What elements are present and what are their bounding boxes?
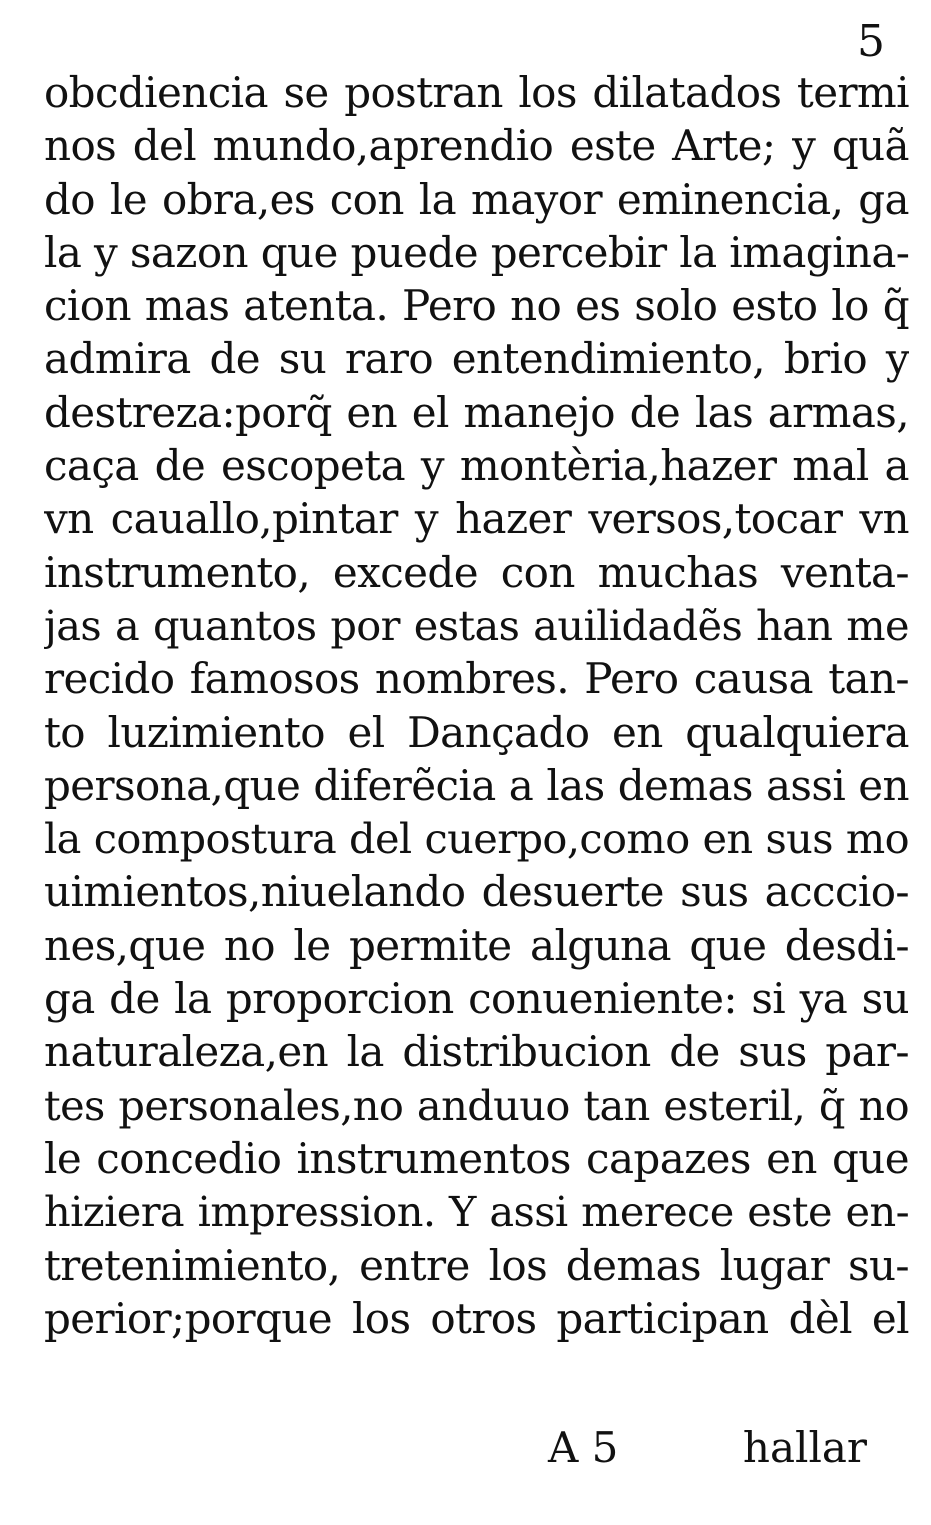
text-line-1: obcdiencia se postran los dilatados termi xyxy=(44,68,909,117)
signature-mark: A 5 xyxy=(548,1423,619,1472)
text-line-9: vn cauallo,pintar y hazer versos,tocar vn xyxy=(44,494,909,544)
text-line-19: naturaleza,en la distribucion de sus par- xyxy=(44,1027,909,1077)
text-line-4: la y sazon que puede percebir la imagina- xyxy=(44,227,909,277)
text-line-21: le concedio instrumentos capazes en que xyxy=(44,1133,909,1183)
text-line-11: jas a quantos por estas auilidadẽs han me xyxy=(44,600,909,650)
text-line-18: ga de la proporcion conueniente: si ya su xyxy=(44,974,909,1024)
text-line-16: uimientos,niuelando desuerte sus acccio- xyxy=(44,867,909,917)
text-line-10: instrumento, excede con muchas venta- xyxy=(44,547,909,597)
text-line-8: caça de escopeta y montèria,hazer mal a xyxy=(44,441,909,491)
text-line-5: cion mas atenta. Pero no es solo esto lo q̃ xyxy=(44,281,909,331)
text-line-12: recido famosos nombres. Pero causa tan- xyxy=(44,654,909,704)
body-text xyxy=(44,66,909,1345)
text-line-2: nos del mundo,aprendio este Arte; y quã xyxy=(44,121,909,171)
text-line-13: to luzimiento el Dançado en qualquiera xyxy=(44,707,909,757)
text-line-24: perior;porque los otros participan dèl el xyxy=(44,1293,909,1343)
text-line-23: tretenimiento, entre los demas lugar su- xyxy=(44,1240,909,1290)
text-line-22: hiziera impression. Y assi merece este en- xyxy=(44,1187,909,1237)
text-line-15: la compostura del cuerpo,como en sus mo xyxy=(44,814,909,864)
page-number: 5 xyxy=(857,16,885,67)
text-line-6: admira de su raro entendimiento, brio y xyxy=(44,334,909,384)
text-line-17: nes,que no le permite alguna que desdi- xyxy=(44,920,909,970)
text-line-7: destreza:porq̃ en el manejo de las armas, xyxy=(44,387,909,437)
page-footer xyxy=(0,1418,931,1478)
text-line-3: do le obra,es con la mayor eminencia, ga xyxy=(44,174,909,224)
catchword: hallar xyxy=(742,1423,867,1472)
text-line-20: tes personales,no anduuo tan esteril, q̃ no xyxy=(44,1080,909,1130)
text-line-14: persona,que diferẽcia a las demas assi en xyxy=(44,760,909,810)
